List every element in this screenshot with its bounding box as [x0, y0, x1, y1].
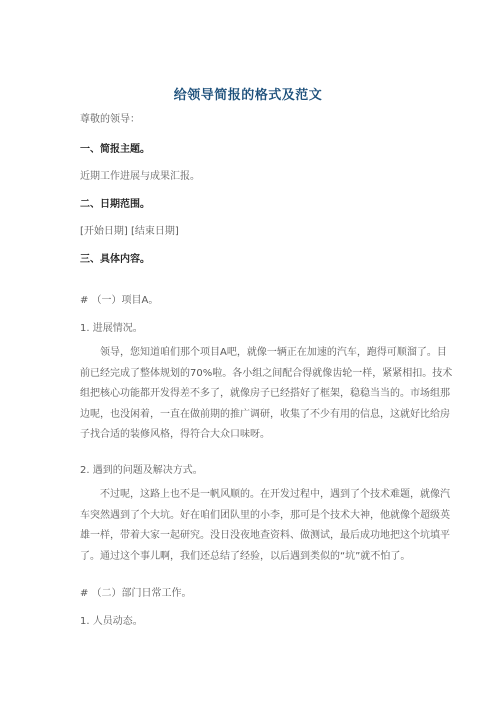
- greeting: 尊敬的领导：: [80, 114, 140, 125]
- paragraph-line: 子找合适的装修风格，得符合大众口味呀。: [80, 429, 270, 440]
- section-heading-content: 三、具体内容。: [80, 254, 150, 265]
- paragraph-line: 领导，您知道咱们那个项目A吧，就像一辆正在加速的汽车，跑得可顺溜了。目: [100, 347, 447, 358]
- section-heading-topic: 一、简报主题。: [80, 144, 150, 155]
- paragraph-progress: [80, 343, 453, 446]
- paragraph-line: 雄一样，带着大家一起研究。没日没夜地查资料、做测试，最后成功地把这个坑填平: [80, 530, 450, 541]
- document-title: 给领导简报的格式及范文: [173, 88, 323, 103]
- paragraph-line: 了。通过这个事儿啊，我们还总结了经验，以后遇到类似的“坑”就不怕了。: [80, 550, 411, 562]
- item-heading-staff: 1. 人员动态。: [80, 616, 143, 627]
- paragraph-issues: [80, 485, 450, 567]
- paragraph-line: 组把核心功能都开发得差不多了，就像房子已经搭好了框架，稳稳当当的。市场组那: [80, 388, 450, 399]
- paragraph-line: 车突然遇到了个大坑。好在咱们团队里的小李，那可是个技术大神，他就像个超级英: [80, 509, 450, 521]
- paragraph-line: 前已经完成了整体规划的70%啦。各小组之间配合得就像齿轮一样，紧紧相扣。技术: [80, 367, 453, 379]
- item-heading-progress: 1. 进展情况。: [80, 323, 143, 334]
- paragraph-line: 不过呢，这路上也不是一帆风顺的。在开发过程中，遇到了个技术难题，就像汽: [100, 489, 450, 500]
- paragraph-line: 边呢，也没闲着，一直在做前期的推广调研，收集了不少有用的信息，这就好比给房: [80, 408, 450, 420]
- section-text-date-range: [开始日期] [结束日期]: [80, 226, 179, 237]
- subsection-heading-daily-work: # （二）部门日常工作。: [80, 588, 192, 599]
- item-heading-issues: 2. 遇到的问题及解决方式。: [80, 465, 203, 476]
- section-text-topic: 近期工作进展与成果汇报。: [80, 171, 200, 182]
- section-heading-date-range: 二、日期范围。: [80, 199, 150, 210]
- subsection-heading-project-a: # （一）项目A。: [80, 295, 159, 306]
